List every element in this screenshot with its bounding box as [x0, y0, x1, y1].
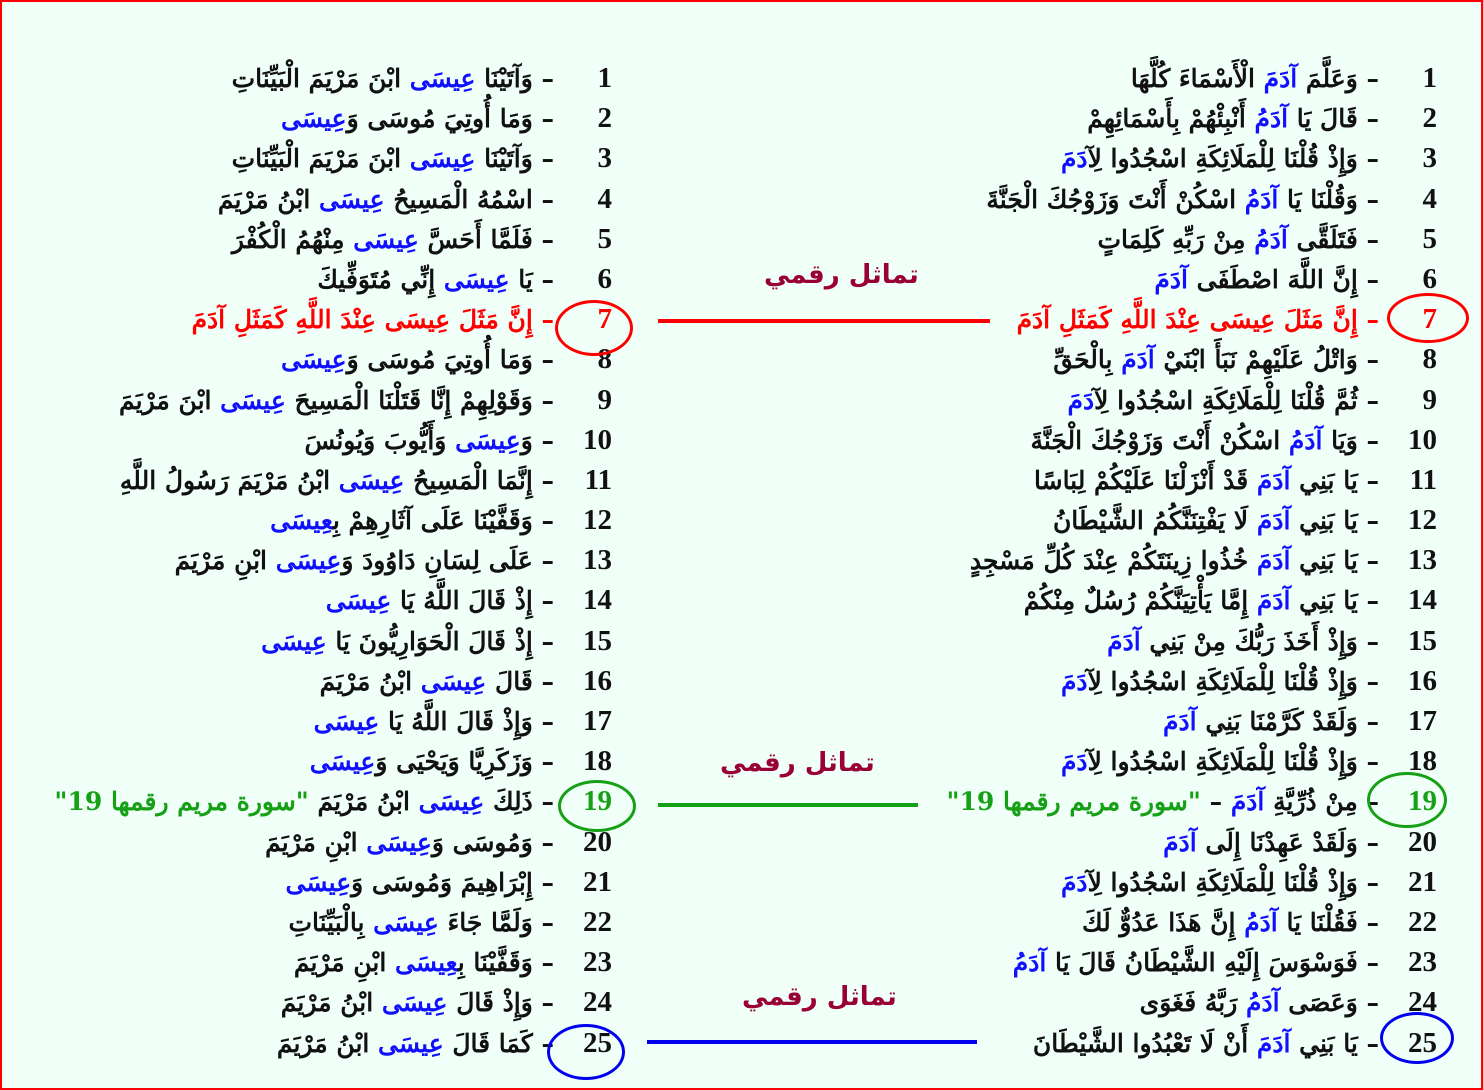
dash: –	[1357, 787, 1379, 817]
verse-text-pre: قَالَ يَا	[1288, 104, 1358, 134]
dash: –	[532, 1028, 554, 1058]
verse-text-post: ابْنُ مَرْيَمَ رَسُولُ اللَّهِ	[119, 465, 339, 495]
highlighted-name: آدَمَ	[1060, 666, 1088, 696]
verse-row	[72, 701, 612, 741]
dash: –	[532, 867, 554, 897]
highlighted-name: آدَمَ	[1060, 144, 1088, 174]
verse-text-pre: إِنَّ مَثَلَ عِيسَى عِنْدَ اللَّهِ كَمَثَلِ آدَمَ	[1016, 305, 1358, 335]
dash: –	[1357, 1028, 1379, 1058]
verse-text-post: ابْنُ مَرْيَمَ	[280, 988, 382, 1018]
verse-text-post: وَأَيُّوبَ وَيُونُسَ	[304, 425, 456, 455]
highlighted-name: عِيسَى	[275, 546, 342, 576]
verse-row	[54, 781, 612, 821]
dash: –	[1357, 264, 1379, 294]
dash: –	[532, 666, 554, 696]
verse-text-pre: وَآتَيْنَا	[475, 64, 533, 93]
verse-row	[992, 500, 1437, 540]
verse-text-post: –	[1200, 787, 1231, 817]
dash: –	[532, 907, 554, 937]
verse-row	[72, 1023, 612, 1063]
surah-note: "سورة مريم رقمها 19"	[54, 787, 309, 817]
verse-row	[992, 98, 1437, 138]
highlighted-name: آدَمَ	[1060, 867, 1088, 897]
verse-text-pre: إِذْ قَالَ اللَّهُ يَا	[391, 586, 533, 616]
highlighted-name: عِيسَى	[381, 988, 448, 1018]
verse-text-post: ابْنُ مَرْيَمَ	[319, 666, 421, 696]
verse-text-pre: إِنَّمَا الْمَسِيحُ	[404, 465, 533, 495]
highlighted-name: آدَمَ	[1154, 264, 1188, 294]
highlighted-name: عِيسَى	[378, 1028, 444, 1058]
dash: –	[1357, 707, 1379, 736]
highlighted-name: آدَمُ	[1244, 184, 1279, 214]
highlighted-name: عِيسَى	[373, 907, 439, 937]
verse-number: 4	[597, 182, 612, 215]
verse-number: 6	[597, 262, 612, 295]
dash: –	[1357, 305, 1379, 335]
verse-row	[992, 902, 1437, 942]
dash: –	[1357, 104, 1379, 134]
highlighted-name: عِيسَى	[281, 104, 347, 134]
verse-number: 1	[1422, 62, 1437, 94]
verse-text-pre: وَيَا	[1322, 425, 1358, 455]
verse-row	[72, 179, 612, 219]
highlighted-name: آدَمَ	[1263, 64, 1298, 93]
verse-number: 21	[1408, 865, 1437, 898]
verse-text-pre: يَا	[509, 264, 533, 294]
verse-number: 14	[1408, 584, 1437, 617]
highlighted-name: آدَمَ	[1121, 345, 1155, 375]
verse-row	[992, 299, 1437, 339]
verse-row	[72, 661, 612, 701]
verse-number: 24	[583, 986, 612, 1019]
verse-text-post: مِنْ رَبِّهِ كَلِمَاتٍ	[1097, 224, 1255, 254]
verse-number: 17	[583, 705, 612, 737]
verse-number: 13	[583, 544, 612, 577]
dash: –	[532, 425, 554, 455]
verse-number: 9	[1422, 383, 1437, 416]
verse-number: 20	[1408, 825, 1437, 858]
verse-text-pre: إِنَّ اللَّهَ اصْطَفَى	[1187, 264, 1358, 294]
verse-row	[992, 822, 1437, 862]
label-numeric-symmetry-middle: تماثل رقمي	[720, 748, 875, 778]
dash: –	[532, 586, 554, 616]
verse-text-pre: مِنْ ذُرِّيَّةِ	[1264, 787, 1358, 817]
verse-text-pre: وَإِذْ قُلْنَا لِلْمَلَائِكَةِ اسْجُدُوا لِ	[1087, 867, 1358, 897]
dash: –	[1357, 425, 1379, 455]
highlighted-name: عِيسَى	[338, 465, 405, 495]
verse-number: 20	[583, 825, 612, 858]
dash: –	[532, 948, 554, 978]
verse-text-post: لَا يَفْتِنَنَّكُمُ الشَّيْطَانُ	[1052, 506, 1257, 536]
verse-text-pre: إِنَّ مَثَلَ عِيسَى عِنْدَ اللَّهِ كَمَثَلِ آدَمَ	[191, 305, 533, 335]
verse-text-post: ابْنِ مَرْيَمَ	[293, 948, 395, 978]
verse-text-pre: وَإِذْ قَالَ	[447, 988, 533, 1018]
verse-row	[72, 460, 612, 500]
verse-text-pre: يَا بَنِي	[1290, 586, 1358, 616]
circle-left-7	[555, 300, 633, 356]
verse-text-post: ابْنِ مَرْيَمَ	[265, 827, 367, 857]
verse-row	[992, 661, 1437, 701]
dash: –	[1357, 867, 1379, 897]
verse-row	[72, 621, 612, 661]
verse-row	[72, 902, 612, 942]
verse-row	[72, 540, 612, 580]
circle-right-7	[1387, 293, 1469, 343]
verse-text-pre: وَإِذْ أَخَذَ رَبُّكَ مِنْ بَنِي	[1140, 626, 1358, 656]
highlighted-name: عِيسَى	[281, 345, 347, 375]
verse-row	[992, 460, 1437, 500]
verse-number: 18	[1408, 745, 1437, 778]
dash: –	[1357, 465, 1379, 495]
dash: –	[532, 988, 554, 1018]
verse-text-pre: وَآتَيْنَا	[475, 144, 533, 174]
circle-left-25	[547, 1024, 625, 1080]
verse-number: 23	[583, 946, 612, 979]
verse-text-pre: وَ	[520, 425, 533, 455]
verse-number: 9	[597, 383, 612, 416]
verse-row	[992, 380, 1437, 420]
dash: –	[1357, 506, 1379, 536]
verse-text-post: إِنَّ هَذَا عَدُوٌّ لَكَ	[1082, 907, 1245, 937]
verse-text-pre: كَمَا قَالَ	[443, 1028, 533, 1058]
highlighted-name: عِيسَى	[409, 64, 476, 93]
dash: –	[532, 747, 554, 777]
verse-number: 22	[583, 905, 612, 938]
verse-number: 15	[1408, 624, 1437, 657]
verse-text-pre: يَا بَنِي	[1290, 506, 1358, 536]
verse-number: 19	[1408, 785, 1437, 818]
highlighted-name: آدَمُ	[1288, 425, 1323, 455]
verse-text-pre: وَلَمَّا جَاءَ	[438, 907, 533, 937]
dash: –	[532, 626, 554, 656]
dash: –	[532, 787, 554, 817]
verse-number: 23	[1408, 946, 1437, 979]
dash: –	[1357, 184, 1379, 214]
verse-text-post: مِنْهُمُ الْكُفْرَ	[231, 224, 354, 254]
verse-row	[969, 540, 1437, 580]
highlighted-name: آدَمَ	[1256, 506, 1291, 536]
highlighted-name: آدَمَ	[1256, 465, 1291, 495]
highlighted-name: عِيسَى	[409, 144, 476, 174]
verse-number: 17	[1408, 705, 1437, 737]
verse-number: 24	[1408, 986, 1437, 1019]
highlighted-name: عِيسَى	[353, 224, 419, 254]
label-numeric-symmetry-bottom: تماثل رقمي	[742, 982, 897, 1012]
verse-text-post: إِنِّي مُتَوَفِّيكَ	[317, 264, 444, 294]
verse-row	[992, 862, 1437, 902]
verse-text-post: ابْنَ مَرْيَمَ الْبَيِّنَاتِ	[231, 64, 410, 93]
highlighted-name: آدَمَ	[1230, 787, 1265, 817]
verse-text-post: ابْنُ مَرْيَمَ	[276, 1028, 379, 1058]
dash: –	[532, 264, 554, 294]
verse-text-pre: وَلَقَدْ كَرَّمْنَا بَنِي	[1196, 707, 1358, 736]
verse-row	[72, 420, 612, 460]
dash: –	[1357, 907, 1379, 937]
verse-row	[992, 219, 1437, 259]
dash: –	[532, 345, 554, 375]
verse-row	[72, 138, 612, 178]
dash: –	[532, 224, 554, 254]
dash: –	[532, 64, 554, 93]
verse-number: 11	[584, 463, 612, 496]
dash: –	[1357, 948, 1379, 978]
verse-text-pre: عَلَى لِسَانِ دَاوُودَ وَ	[341, 546, 533, 576]
highlighted-name: آدَمُ	[1254, 224, 1288, 254]
dash: –	[532, 305, 554, 335]
verse-text-post: إِمَّا يَأْتِيَنَّكُمْ رُسُلٌ مِنْكُمْ	[1023, 586, 1257, 616]
highlighted-name: آدَمَ	[1256, 546, 1291, 576]
circle-left-19	[558, 780, 636, 832]
dash: –	[532, 144, 554, 174]
verse-number: 8	[1422, 343, 1437, 376]
circle-right-19	[1367, 772, 1447, 828]
verse-number: 18	[583, 745, 612, 778]
verse-number: 12	[583, 504, 612, 537]
verse-number: 22	[1408, 905, 1437, 938]
verse-number: 19	[583, 785, 612, 818]
highlighted-name: عِيسَى	[418, 787, 485, 817]
connector-line-19	[658, 803, 918, 807]
verse-row	[992, 580, 1437, 620]
verse-number: 2	[1422, 102, 1437, 135]
verse-text-pre: قَالَ	[486, 666, 533, 696]
dash: –	[1357, 586, 1379, 616]
verse-text-pre: اسْمُهُ الْمَسِيحُ	[384, 184, 533, 214]
highlighted-name: آدَمُ	[1012, 948, 1047, 978]
verse-text-pre: وَلَقَدْ عَهِدْنَا إِلَى	[1196, 827, 1358, 857]
verse-number: 16	[1408, 664, 1437, 697]
dash: –	[1357, 224, 1379, 254]
verse-row	[72, 299, 612, 339]
verse-text-post: اسْكُنْ أَنْتَ وَزَوْجُكَ الْجَنَّةَ	[986, 184, 1245, 214]
dash: –	[1357, 666, 1379, 696]
verse-row	[72, 942, 612, 982]
verse-number: 7	[1422, 303, 1437, 336]
dash: –	[1357, 988, 1379, 1018]
dash: –	[532, 827, 554, 857]
verse-number: 5	[597, 222, 612, 255]
dash: –	[532, 104, 554, 134]
verse-row	[72, 862, 612, 902]
verse-text-pre: فَوَسْوَسَ إِلَيْهِ الشَّيْطَانُ قَالَ يَا	[1046, 948, 1358, 978]
verse-text-post: أَنْ لَا تَعْبُدُوا الشَّيْطَانَ	[1032, 1028, 1257, 1058]
highlighted-name: آدَمُ	[1246, 988, 1280, 1018]
dash: –	[532, 546, 554, 576]
verse-row	[992, 420, 1437, 460]
verse-row	[992, 701, 1437, 741]
verse-row	[992, 339, 1437, 379]
verse-text-pre: إِذْ قَالَ الْحَوَارِيُّونَ يَا	[326, 626, 533, 656]
verse-text-post: الْأَسْمَاءَ كُلَّهَا	[1130, 64, 1264, 93]
verse-text-pre: وَقَوْلِهِمْ إِنَّا قَتَلْنَا الْمَسِيحَ	[285, 385, 533, 415]
verse-text-pre: وَعَلَّمَ	[1297, 64, 1358, 93]
verse-text-pre: يَا بَنِي	[1290, 465, 1358, 495]
verse-number: 3	[1422, 142, 1437, 175]
verse-row	[72, 822, 612, 862]
verse-text-post: ابْنَ مَرْيَمَ الْبَيِّنَاتِ	[231, 144, 410, 174]
verse-row	[72, 580, 612, 620]
verse-number: 8	[597, 343, 612, 376]
verse-text-pre: إِبْرَاهِيمَ وَمُوسَى وَ	[351, 867, 533, 897]
verse-row	[72, 259, 612, 299]
verse-row	[992, 259, 1437, 299]
highlighted-name: آدَمَ	[1256, 1028, 1291, 1058]
dash: –	[532, 707, 554, 736]
verse-text-post: قَدْ أَنْزَلْنَا عَلَيْكُمْ لِبَاسًا	[1034, 465, 1257, 495]
verse-text-pre: وَإِذْ قُلْنَا لِلْمَلَائِكَةِ اسْجُدُوا لِ	[1087, 666, 1358, 696]
dash: –	[532, 465, 554, 495]
verse-row	[992, 942, 1437, 982]
verse-row	[986, 179, 1437, 219]
verse-number: 6	[1422, 262, 1437, 295]
verse-number: 11	[1409, 463, 1437, 496]
verse-text-pre: يَا بَنِي	[1290, 546, 1358, 576]
highlighted-name: آدَمَ	[1107, 626, 1141, 656]
verse-text-pre: وَمُوسَى وَ	[431, 827, 533, 857]
highlighted-name: عِيسَى	[325, 586, 392, 616]
highlighted-name: عِيسَى	[261, 626, 327, 656]
highlighted-name: آدَمَ	[1163, 707, 1197, 736]
verse-number: 3	[597, 142, 612, 175]
verse-text-post: اسْكُنْ أَنْتَ وَزَوْجُكَ الْجَنَّةَ	[1030, 425, 1289, 455]
dash: –	[1357, 144, 1379, 174]
verse-text-pre: ثُمَّ قُلْنَا لِلْمَلَائِكَةِ اسْجُدُوا لِ	[1094, 385, 1358, 415]
verse-number: 16	[583, 664, 612, 697]
verse-number: 4	[1422, 182, 1437, 215]
verse-row	[72, 219, 612, 259]
dash: –	[532, 385, 554, 415]
highlighted-name: آدَمَ	[1163, 827, 1197, 857]
verse-row	[992, 741, 1437, 781]
verse-number: 12	[1408, 504, 1437, 537]
verse-number: 13	[1408, 544, 1437, 577]
dash: –	[1357, 345, 1379, 375]
verse-number: 14	[583, 584, 612, 617]
verse-text-pre: وَمَا أُوتِيَ مُوسَى وَ	[346, 345, 533, 375]
highlighted-name: عِيسَى	[313, 707, 380, 736]
verse-number: 1	[597, 62, 612, 94]
verse-row	[72, 741, 612, 781]
connector-line-25	[647, 1040, 977, 1044]
verse-row	[992, 138, 1437, 178]
verse-text-pre: فَلَمَّا أَحَسَّ	[418, 224, 533, 254]
verse-text-pre: فَتَلَقَّى	[1287, 224, 1358, 254]
highlighted-name: آدَمُ	[1254, 104, 1289, 134]
verse-row	[72, 380, 612, 420]
highlighted-name: آدَمَ	[1060, 747, 1088, 777]
verse-text-post: خُذُوا زِينَتَكُمْ عِنْدَ كُلِّ مَسْجِدٍ	[969, 546, 1257, 576]
isa-verse-list	[54, 58, 612, 1063]
verse-text-post: رَبَّهُ فَغَوَى	[1139, 988, 1246, 1018]
adam-verse-list	[946, 58, 1437, 1063]
verse-number: 2	[597, 102, 612, 135]
highlighted-name: آدَمَ	[1256, 586, 1291, 616]
verse-number: 7	[597, 303, 612, 336]
verse-number: 25	[1408, 1026, 1437, 1059]
dash: –	[1357, 827, 1379, 857]
highlighted-name: عِيسَى	[220, 385, 286, 415]
verse-row	[992, 1023, 1437, 1063]
highlighted-name: عِيسَى	[285, 867, 352, 897]
highlighted-name: عِيسَى	[309, 747, 376, 777]
verse-number: 10	[1408, 423, 1437, 456]
verse-text-pre: وَإِذْ قُلْنَا لِلْمَلَائِكَةِ اسْجُدُوا لِ	[1087, 144, 1358, 174]
highlighted-name: عِيسَى	[319, 184, 385, 214]
verse-row	[72, 98, 612, 138]
dash: –	[1357, 64, 1379, 93]
verse-row	[72, 982, 612, 1022]
verse-text-post: ابْنُ مَرْيَمَ	[308, 787, 419, 817]
verse-text-post: بِالْحَقِّ	[1053, 345, 1122, 375]
verse-row	[992, 982, 1437, 1022]
verse-number: 15	[583, 624, 612, 657]
highlighted-name: عِيسَى	[366, 827, 432, 857]
dash: –	[1357, 747, 1379, 777]
verse-text-pre: وَإِذْ قُلْنَا لِلْمَلَائِكَةِ اسْجُدُوا لِ	[1087, 747, 1358, 777]
highlighted-name: عِيسَى	[455, 425, 521, 455]
connector-line-7	[658, 319, 990, 323]
verse-text-pre: وَإِذْ قَالَ اللَّهُ يَا	[379, 707, 533, 736]
verse-row	[72, 339, 612, 379]
verse-number: 5	[1422, 222, 1437, 255]
dash: –	[1357, 626, 1379, 656]
verse-number: 10	[583, 423, 612, 456]
dash: –	[1357, 385, 1379, 415]
verse-text-post: ابْنُ مَرْيَمَ	[217, 184, 319, 214]
verse-row	[992, 621, 1437, 661]
highlighted-name: آدَمَ	[1067, 385, 1095, 415]
dash: –	[532, 184, 554, 214]
verse-text-pre: ذَلِكَ	[484, 787, 533, 817]
label-numeric-symmetry-top: تماثل رقمي	[764, 260, 919, 290]
circle-right-25	[1380, 1012, 1454, 1064]
verse-row	[72, 58, 612, 98]
verse-text-post: بِالْبَيِّنَاتِ	[288, 907, 374, 937]
verse-text-post: ابْنَ مَرْيَمَ	[119, 385, 221, 415]
verse-text-post: ابْنِ مَرْيَمَ	[174, 546, 276, 576]
highlighted-name: عِيسَى	[420, 666, 487, 696]
verse-text-pre: وَاتْلُ عَلَيْهِمْ نَبَأَ ابْنَيْ	[1154, 345, 1358, 375]
verse-text-post: أَنْبِئْهُمْ بِأَسْمَائِهِمْ	[1087, 104, 1255, 134]
verse-text-pre: وَعَصَى	[1279, 988, 1358, 1018]
verse-row	[72, 500, 612, 540]
highlighted-name: عِيسَى	[443, 264, 510, 294]
highlighted-name: آدَمُ	[1244, 907, 1278, 937]
verse-text-pre: وَزَكَرِيَّا وَيَحْيَى وَ	[375, 747, 533, 777]
verse-text-pre: فَقُلْنَا يَا	[1277, 907, 1358, 937]
verse-text-pre: يَا بَنِي	[1290, 1028, 1358, 1058]
verse-row	[992, 58, 1437, 98]
dash: –	[532, 506, 554, 536]
surah-note: "سورة مريم رقمها 19"	[946, 787, 1201, 817]
verse-number: 21	[583, 865, 612, 898]
verse-text-pre: وَقُلْنَا يَا	[1278, 184, 1358, 214]
highlighted-name: عِيسَى	[394, 948, 458, 978]
dash: –	[1357, 546, 1379, 576]
verse-number: 25	[583, 1026, 612, 1059]
verse-text-pre: وَقَفَّيْنَا عَلَى آثَارِهِمْ بِ	[332, 506, 533, 536]
verse-text-pre: وَمَا أُوتِيَ مُوسَى وَ	[346, 104, 533, 134]
highlighted-name: عِيسَى	[270, 506, 333, 536]
verse-text-pre: وَقَفَّيْنَا بِ	[457, 948, 533, 978]
